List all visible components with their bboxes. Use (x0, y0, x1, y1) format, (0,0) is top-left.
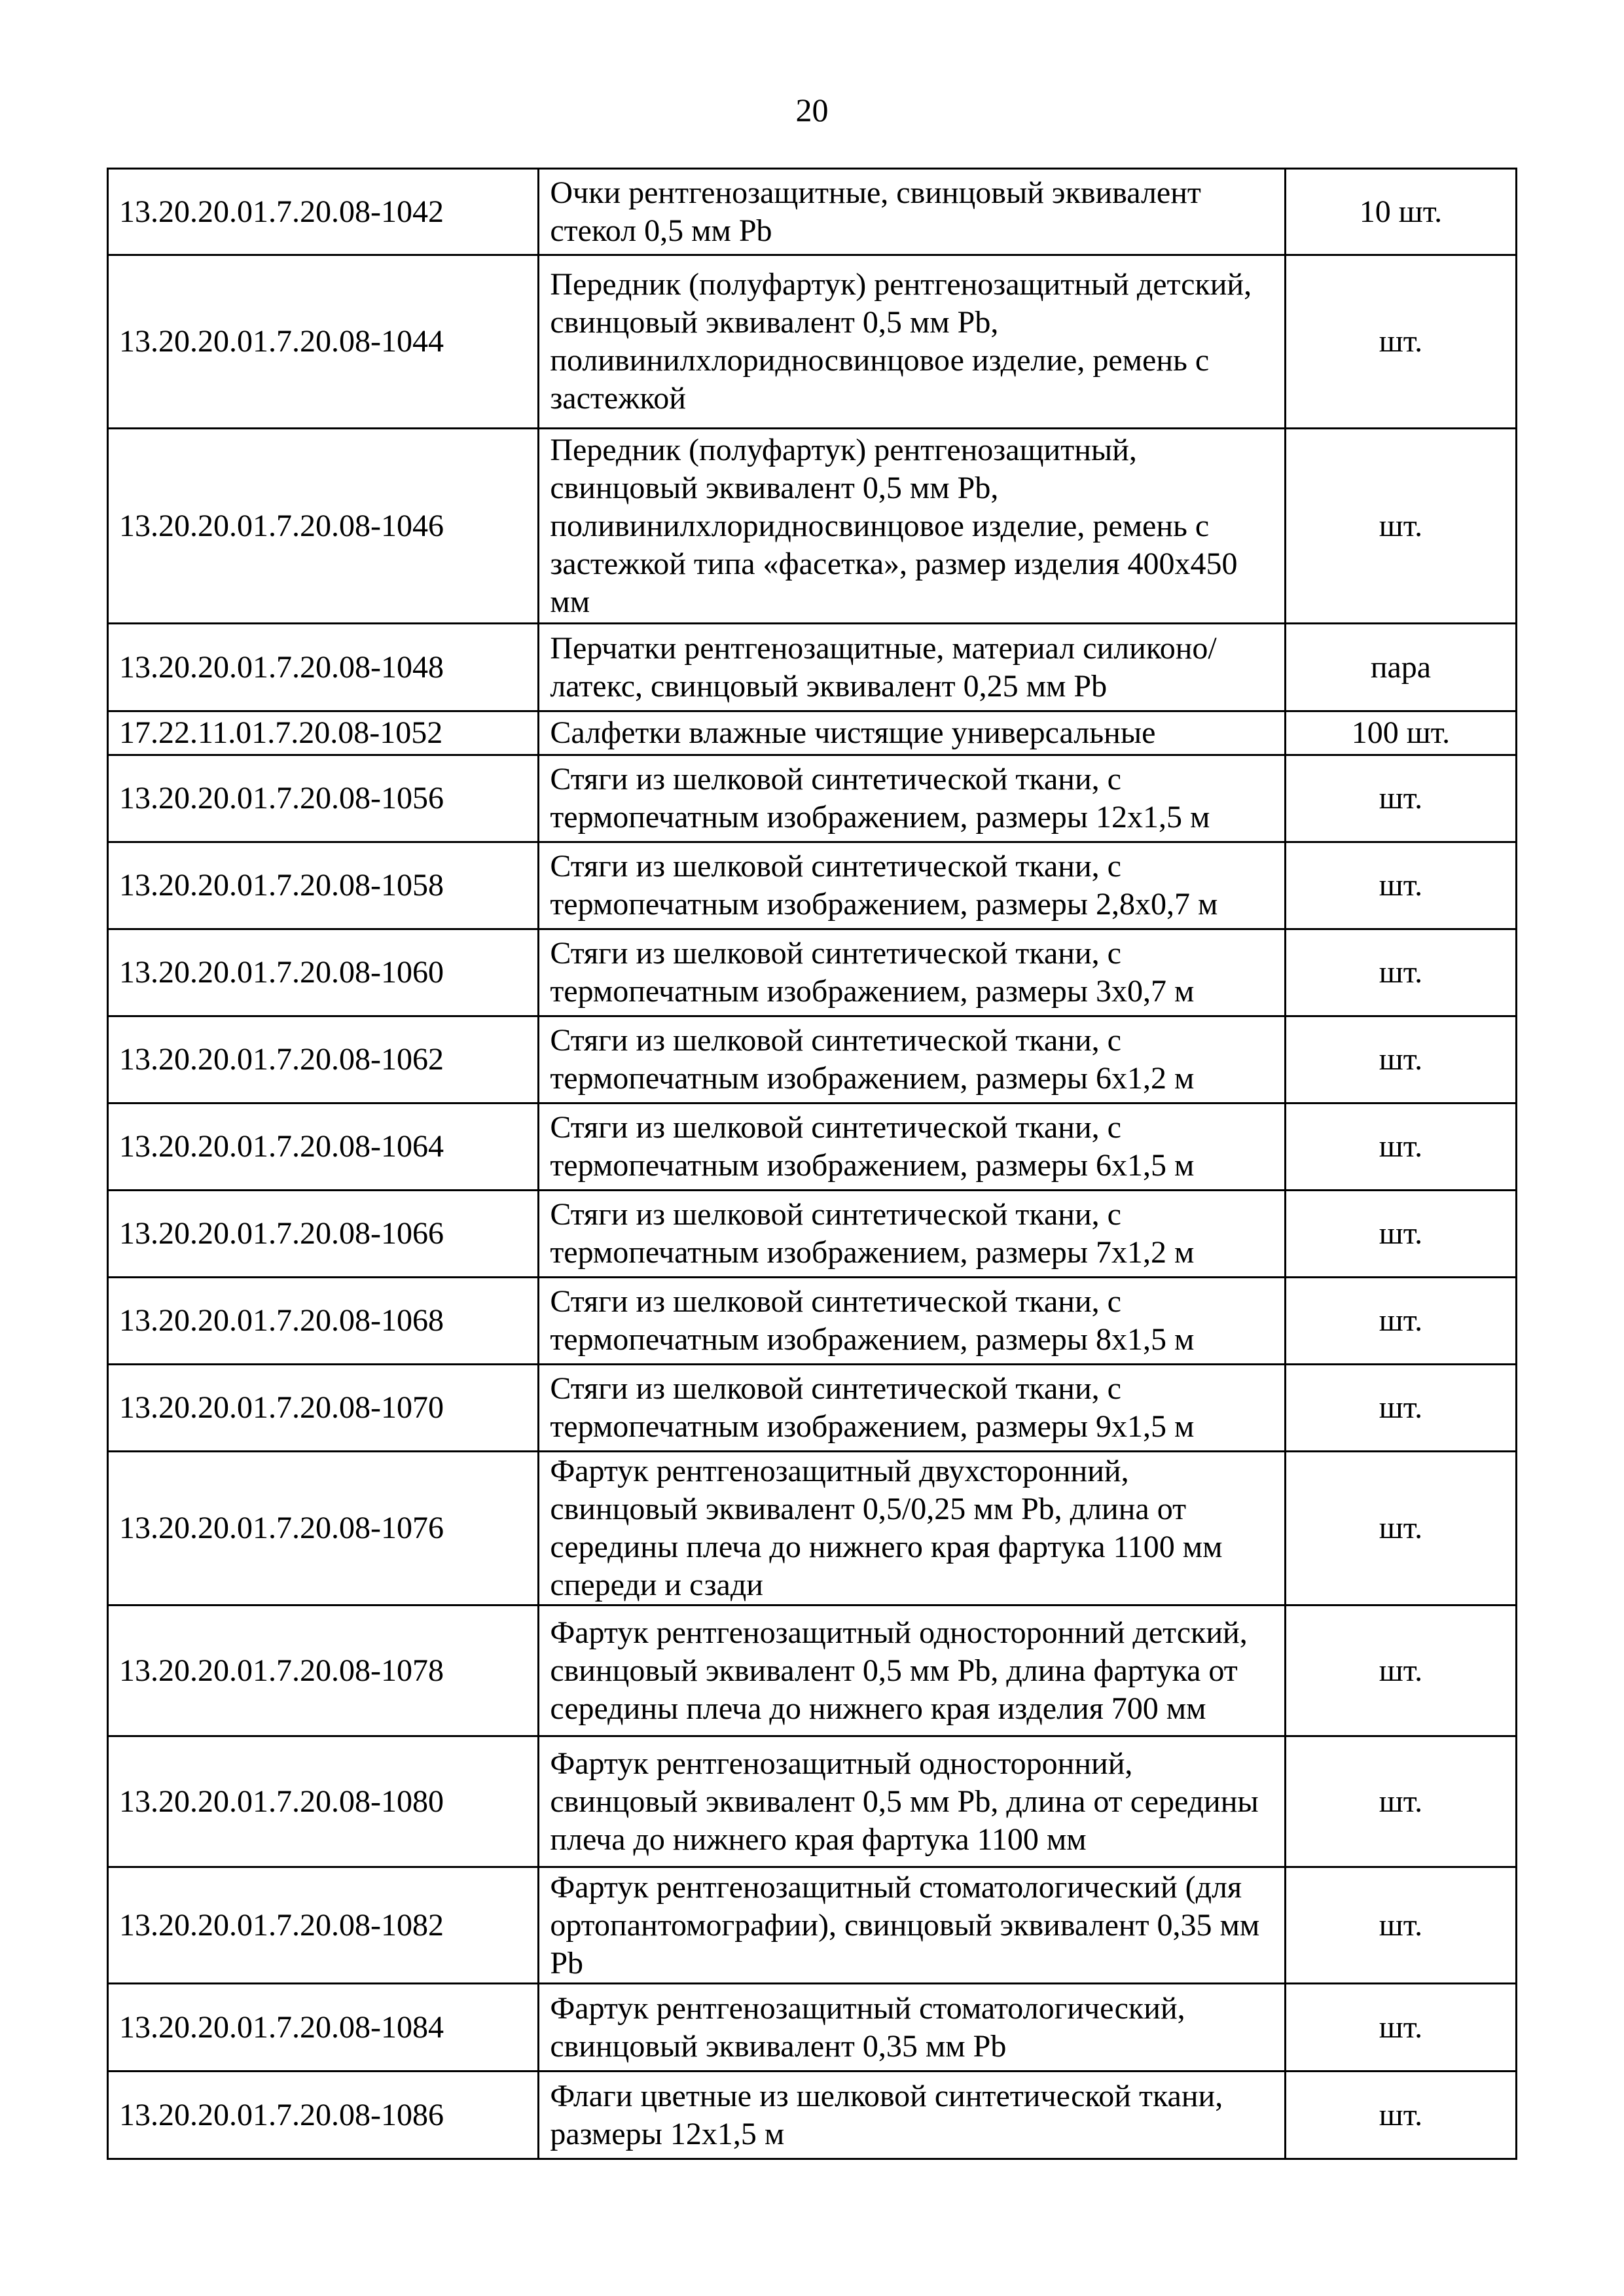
table-row (108, 1984, 1517, 2072)
table-row (108, 1605, 1517, 1736)
resource-name-cell: Фартук рентгенозащитный двухсторонний, свинцовый эквивалент 0,5/0,25 мм Pb, длина от середины плеча до нижнего края фартука 1100 мм спереди и сзади (539, 1452, 1286, 1605)
resource-name-cell: Стяги из шелковой синтетической ткани, с термопечатным изображением, размеры 8x1,5 м (539, 1278, 1286, 1365)
unit-cell: шт. (1285, 1365, 1516, 1452)
resource-code-cell: 13.20.20.01.7.20.08-1068 (108, 1278, 539, 1365)
resource-name-cell: Флаги цветные из шелковой синтетической ткани, размеры 12x1,5 м (539, 2072, 1286, 2159)
resource-code-cell: 13.20.20.01.7.20.08-1048 (108, 624, 539, 711)
table-row (108, 1103, 1517, 1191)
table-body (108, 169, 1517, 2159)
table-row (108, 1278, 1517, 1365)
resource-name-cell: Стяги из шелковой синтетической ткани, с термопечатным изображением, размеры 6x1,2 м (539, 1016, 1286, 1103)
unit-cell: 100 шт. (1285, 711, 1516, 755)
table-row (108, 711, 1517, 755)
unit-cell: шт. (1285, 1867, 1516, 1984)
resource-name-cell: Фартук рентгенозащитный стоматологический (для ортопантомографии), свинцовый эквивалент 0,35 мм Pb (539, 1867, 1286, 1984)
resource-code-cell: 13.20.20.01.7.20.08-1080 (108, 1736, 539, 1867)
table-row (108, 429, 1517, 624)
resource-name-cell: Передник (полуфартук) рентгенозащитный, свинцовый эквивалент 0,5 мм Pb, поливинилхлоридносвинцовое изделие, ремень с застежкой типа «фасетка», размер изделия 400x450 мм (539, 429, 1286, 624)
resource-code-cell: 13.20.20.01.7.20.08-1078 (108, 1605, 539, 1736)
unit-cell: шт. (1285, 1016, 1516, 1103)
table-row (108, 842, 1517, 929)
table-row (108, 1452, 1517, 1605)
resource-code-cell: 13.20.20.01.7.20.08-1058 (108, 842, 539, 929)
unit-cell: шт. (1285, 1191, 1516, 1278)
table-row (108, 1191, 1517, 1278)
unit-cell: шт. (1285, 1452, 1516, 1605)
resource-code-cell: 13.20.20.01.7.20.08-1042 (108, 169, 539, 255)
unit-cell: шт. (1285, 1605, 1516, 1736)
table-row (108, 2072, 1517, 2159)
resource-name-cell: Фартук рентгенозащитный стоматологический, свинцовый эквивалент 0,35 мм Pb (539, 1984, 1286, 2072)
unit-cell: шт. (1285, 2072, 1516, 2159)
unit-cell: шт. (1285, 1984, 1516, 2072)
unit-cell: 10 шт. (1285, 169, 1516, 255)
page-number: 20 (795, 92, 829, 128)
table-row (108, 624, 1517, 711)
resource-name-cell: Фартук рентгенозащитный односторонний детский, свинцовый эквивалент 0,5 мм Pb, длина фартука от середины плеча до нижнего края изделия 700 мм (539, 1605, 1286, 1736)
table-row (108, 755, 1517, 842)
resource-name-cell: Стяги из шелковой синтетической ткани, с термопечатным изображением, размеры 6x1,5 м (539, 1103, 1286, 1191)
resource-code-cell: 13.20.20.01.7.20.08-1062 (108, 1016, 539, 1103)
table-row (108, 1365, 1517, 1452)
resource-name-cell: Фартук рентгенозащитный односторонний, свинцовый эквивалент 0,5 мм Pb, длина от середины плеча до нижнего края фартука 1100 мм (539, 1736, 1286, 1867)
table-row (108, 1867, 1517, 1984)
resource-name-cell: Стяги из шелковой синтетической ткани, с термопечатным изображением, размеры 9x1,5 м (539, 1365, 1286, 1452)
resource-name-cell: Передник (полуфартук) рентгенозащитный детский, свинцовый эквивалент 0,5 мм Pb, поливинилхлоридносвинцовое изделие, ремень с застежкой (539, 255, 1286, 429)
resource-code-cell: 13.20.20.01.7.20.08-1044 (108, 255, 539, 429)
resource-table (107, 168, 1517, 2160)
unit-cell: шт. (1285, 429, 1516, 624)
resource-name-cell: Салфетки влажные чистящие универсальные (539, 711, 1286, 755)
unit-cell: шт. (1285, 255, 1516, 429)
resource-name-cell: Стяги из шелковой синтетической ткани, с термопечатным изображением, размеры 7x1,2 м (539, 1191, 1286, 1278)
resource-name-cell: Стяги из шелковой синтетической ткани, с термопечатным изображением, размеры 3x0,7 м (539, 929, 1286, 1016)
unit-cell: шт. (1285, 1736, 1516, 1867)
resource-code-cell: 13.20.20.01.7.20.08-1086 (108, 2072, 539, 2159)
resource-code-cell: 13.20.20.01.7.20.08-1046 (108, 429, 539, 624)
unit-cell: пара (1285, 624, 1516, 711)
resource-code-cell: 13.20.20.01.7.20.08-1060 (108, 929, 539, 1016)
unit-cell: шт. (1285, 842, 1516, 929)
resource-code-cell: 13.20.20.01.7.20.08-1076 (108, 1452, 539, 1605)
table-row (108, 255, 1517, 429)
resource-code-cell: 13.20.20.01.7.20.08-1082 (108, 1867, 539, 1984)
table-row (108, 929, 1517, 1016)
resource-name-cell: Стяги из шелковой синтетической ткани, с термопечатным изображением, размеры 2,8x0,7 м (539, 842, 1286, 929)
resource-name-cell: Очки рентгенозащитные, свинцовый эквивалент стекол 0,5 мм Pb (539, 169, 1286, 255)
resource-code-cell: 13.20.20.01.7.20.08-1084 (108, 1984, 539, 2072)
unit-cell: шт. (1285, 1278, 1516, 1365)
table-row (108, 169, 1517, 255)
resource-code-cell: 13.20.20.01.7.20.08-1064 (108, 1103, 539, 1191)
unit-cell: шт. (1285, 755, 1516, 842)
table-row (108, 1736, 1517, 1867)
unit-cell: шт. (1285, 1103, 1516, 1191)
resource-name-cell: Перчатки рентгенозащитные, материал силиконо/латекс, свинцовый эквивалент 0,25 мм Pb (539, 624, 1286, 711)
resource-code-cell: 13.20.20.01.7.20.08-1070 (108, 1365, 539, 1452)
resource-code-cell: 17.22.11.01.7.20.08-1052 (108, 711, 539, 755)
table-row (108, 1016, 1517, 1103)
unit-cell: шт. (1285, 929, 1516, 1016)
resource-name-cell: Стяги из шелковой синтетической ткани, с термопечатным изображением, размеры 12x1,5 м (539, 755, 1286, 842)
resource-code-cell: 13.20.20.01.7.20.08-1066 (108, 1191, 539, 1278)
resource-code-cell: 13.20.20.01.7.20.08-1056 (108, 755, 539, 842)
